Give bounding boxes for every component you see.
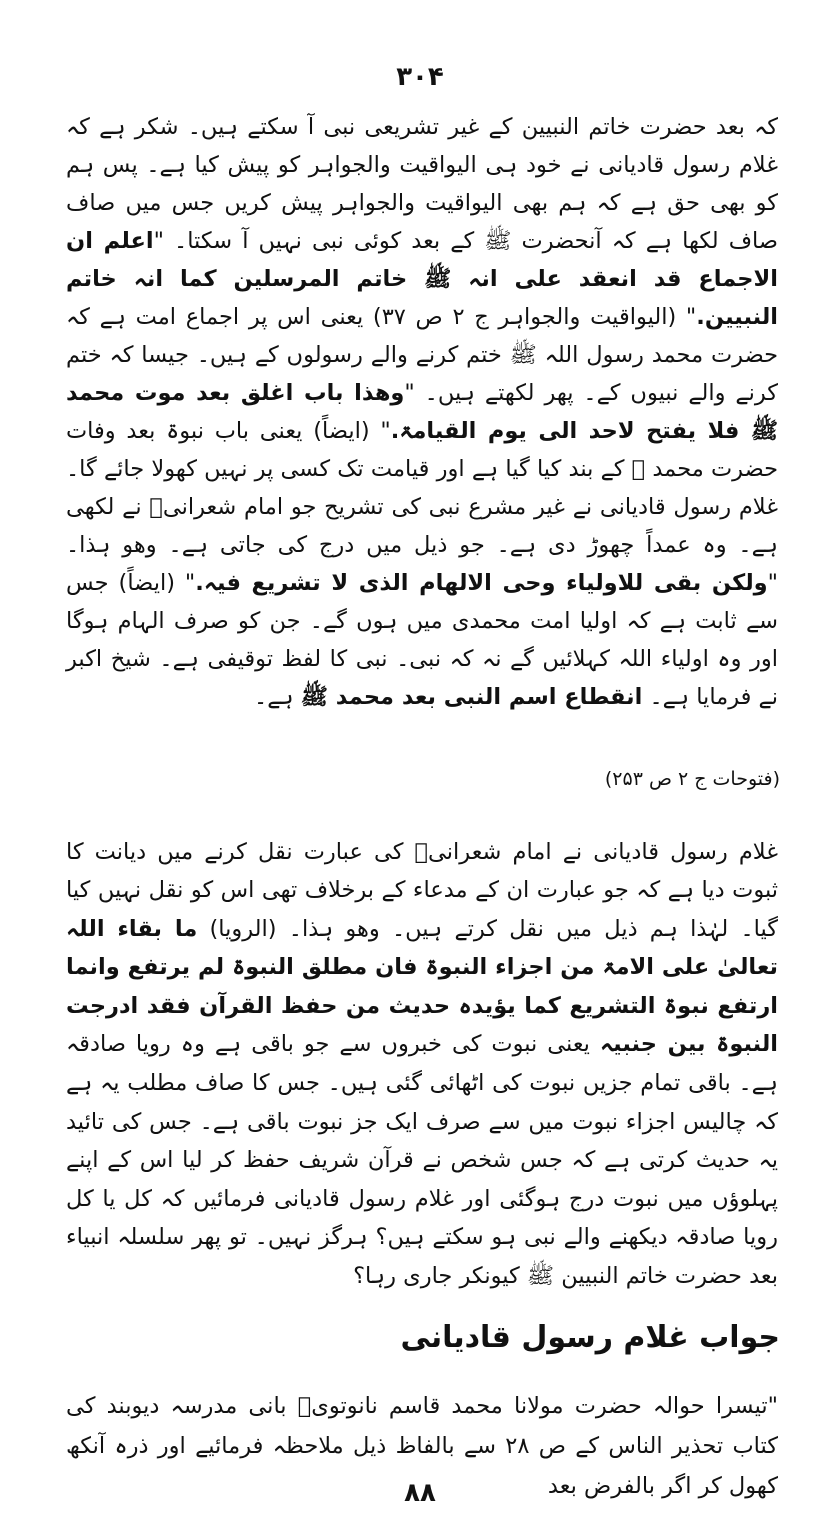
section-heading: جواب غلام رسول قادیانی	[400, 1320, 780, 1355]
urdu-text: یعنی نبوت کی خبروں سے جو باقی ہے وہ رویا صادقہ ہے۔ باقی تمام جزیں نبوت کی اٹھائی گئی ہیں۔ جس کا صاف مطلب یہ ہے کہ چالیس اجزاء نبوت میں سے صرف ایک جز نبوت باقی ہے۔ جس کی تائید یہ حدیث کرتی ہے کہ جس شخص نے قرآن شریف حفظ کر لیا اس کے اپنے پہلوؤں میں نبوت درج ہوگئی اور غلام رسول قادیانی فرمائیں کہ کل یا کل رویا صادقہ دیکھنے والے نبی ہو سکتے ہیں؟ ہرگز نہیں۔ تو پھر سلسلہ انبیاء بعد حضرت خاتم النبیین ﷺ کیونکر جاری رہا؟	[66, 1031, 778, 1290]
arabic-quote: ما بقاء اللہ تعالیٰ علی الامۃ من اجزاء النبوۃ فان مطلق النبوۃ لم یرتفع وانما ارتفع نبوۃ التشریع کما یؤیدہ حدیث من حفظ القرآن فقد ادرجت النبوۃ بین جنبیہ	[66, 915, 779, 1058]
arabic-quote: اعلم ان الاجماع قد انعقد علی انہ ﷺ خاتم المرسلین کما انہ خاتم النبیین.	[66, 228, 778, 330]
arabic-quote: وھذا باب اغلق بعد موت محمد ﷺ فلا یفتح لاحد الی یوم القیامۃ.	[66, 380, 779, 444]
reference-citation: (فتوحات ج ۲ ص ۲۵۳)	[604, 768, 780, 790]
urdu-text: غلام رسول قادیانی نے امام شعرانیؒ کی عبارت نقل کرنے میں دیانت کا ثبوت دیا ہے کہ جو عبارت ان کے مدعاء کے برخلاف تھی اس کو نقل نہیں کیا گیا۔ لہٰذا ہم ذیل میں نقل کرتے ہیں۔ وھو ہذا۔ (الرویا)	[66, 838, 779, 942]
page-number-top: ۳۰۴	[396, 62, 444, 92]
paragraph-3: "تیسرا حوالہ حضرت مولانا محمد قاسم نانوتویؒ بانی مدرسہ دیوبند کی کتاب تحذیر الناس کے ص ۲۸ سے بالفاظ ذیل ملاحظہ فرمائیے اور ذرہ آنکھ کھول کر اگر بالفرض بعد	[66, 1393, 778, 1499]
paragraph-2	[66, 810, 778, 1318]
urdu-text: کہ بعد حضرت خاتم النبیین کے غیر تشریعی نبی آ سکتے ہیں۔ شکر ہے کہ غلام رسول قادیانی نے خود ہی الیواقیت والجواہر کو پیش کیا ہے۔ پس ہم کو بھی حق ہے کہ ہم بھی الیواقیت والجواہر پیش کریں جس میں صاف صاف لکھا ہے کہ آنحضرت ﷺ کے بعد کوئی نبی نہیں آ سکتا۔ "	[66, 114, 778, 254]
urdu-text: " (ایضاً) یعنی باب نبوۃ بعد وفات حضرت محمد ﷺ کے بند کیا گیا ہے اور قیامت تک کسی پر نہیں کھولا جائے گا۔ غلام رسول قادیانی نے غیر مشرع نبی کی تشریح جو امام شعرانیؒ نے لکھی ہے۔ وہ عمداً چھوڑ دی ہے۔ جو ذیل میں درج کی جاتی ہے۔ وھو ہذا۔ "	[66, 418, 778, 596]
arabic-quote: ولکن بقی للاولیاء وحی الالھام الذی لا تشریع فیہ.	[195, 570, 768, 596]
arabic-quote: انقطاع اسم النبی بعد محمد ﷺ	[300, 684, 643, 710]
urdu-text: " (الیواقیت والجواہر ج ۲ ص ۳۷) یعنی اس پر اجماع امت ہے کہ حضرت محمد رسول اللہ ﷺ ختم کرنے والے رسولوں کے ہیں۔ جیسا کہ ختم کرنے والے نبیوں کے۔ پھر لکھتے ہیں۔ "	[66, 304, 778, 406]
paragraph-1	[66, 108, 778, 716]
urdu-text: ہے۔	[254, 684, 294, 710]
page-number-bottom: ۸۸	[404, 1478, 436, 1508]
urdu-text: " (ایضاً) جس سے ثابت ہے کہ اولیا امت محمدی میں ہوں گے۔ جن کو صرف الہام ہوگا اور وہ اولیاء اللہ کہلائیں گے نہ کہ نبی۔ نبی کا لفظ توقیفی ہے۔ شیخ اکبر نے فرمایا ہے۔	[66, 570, 778, 710]
